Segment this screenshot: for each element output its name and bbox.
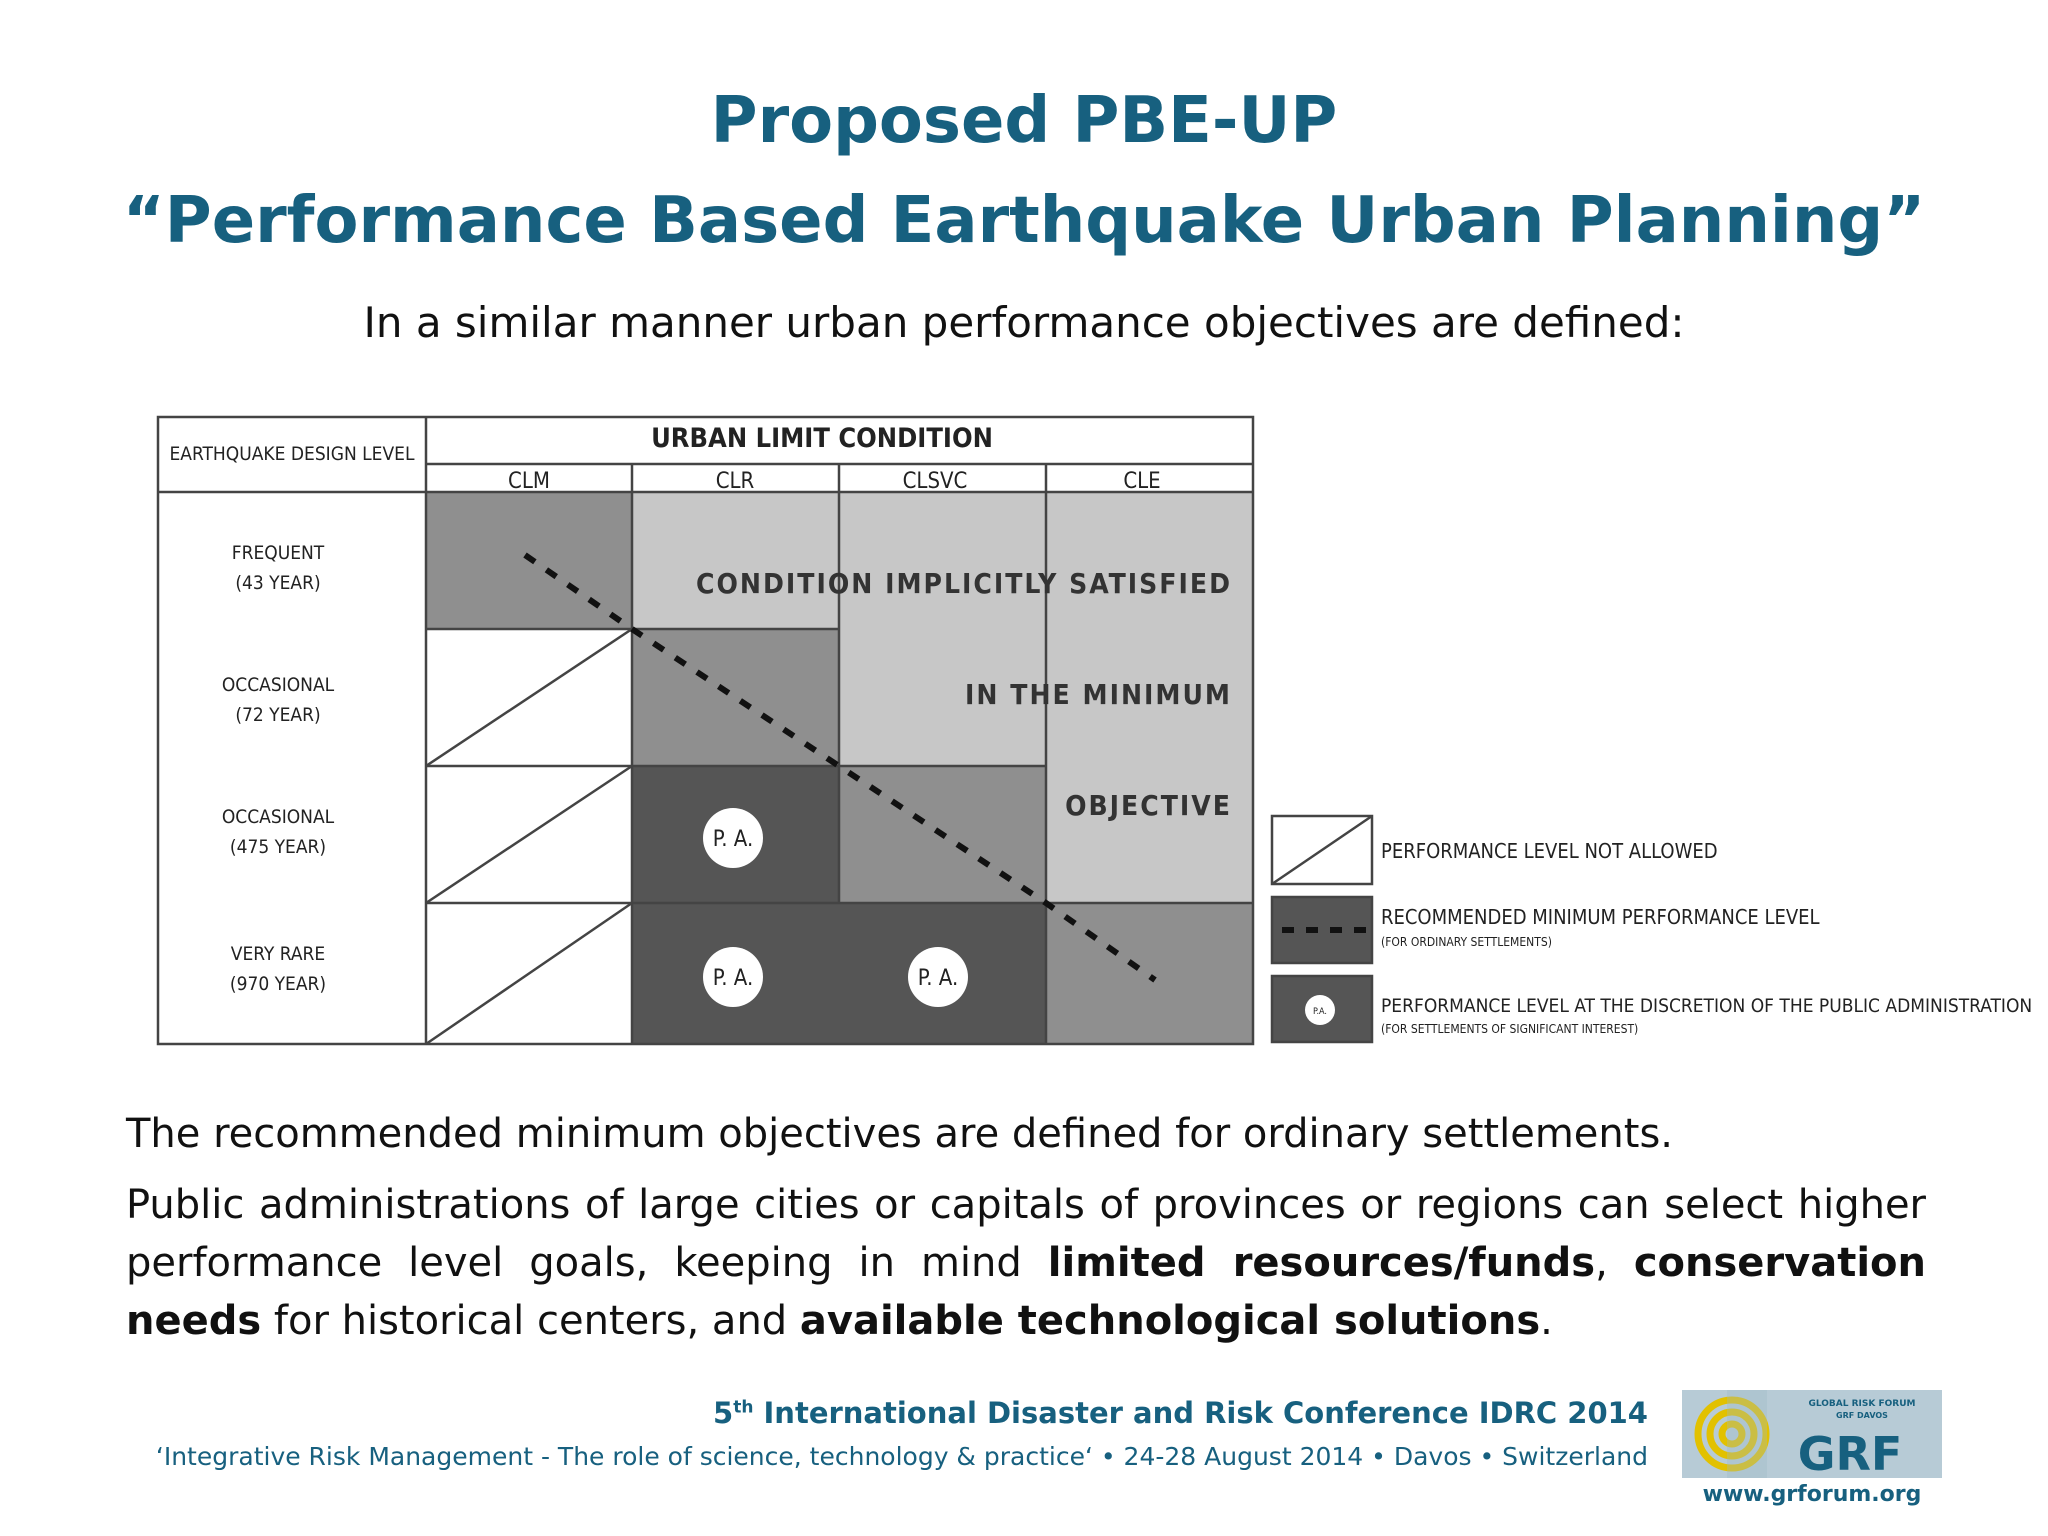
cell-r4-clr-clsvc [632, 903, 1046, 1044]
body-paragraph-1: The recommended minimum objectives are defined for ordinary settlements. [126, 1111, 1673, 1157]
pa-label: P. A. [712, 966, 754, 991]
legend-discretion-note: (FOR SETTLEMENTS OF SIGNIFICANT INTEREST) [1381, 1022, 1639, 1036]
body-paragraph-2 [126, 1176, 1926, 1350]
logo-line1: GLOBAL RISK FORUM [1808, 1399, 1916, 1409]
legend-discretion-label: PERFORMANCE LEVEL AT THE DISCRETION OF THE PUBLIC ADMINISTRATION [1381, 995, 2033, 1017]
slide-title-line1: Proposed PBE-UP [710, 84, 1338, 158]
overlay-condition-satisfied: CONDITION IMPLICITLY SATISFIED [696, 567, 1232, 600]
emphasis-limited-resources: limited resources/funds [1047, 1240, 1596, 1286]
body-text-run: . [1540, 1298, 1553, 1344]
overlay-objective: OBJECTIVE [1065, 789, 1232, 822]
pa-marker [908, 947, 968, 1007]
row-label-period: (475 YEAR) [229, 836, 327, 858]
cell-r1-clr-cle [632, 492, 1253, 629]
col-header-clm: CLM [508, 469, 550, 494]
grf-url-link[interactable]: www.grforum.org [1702, 1482, 1922, 1507]
col-header-cle: CLE [1123, 469, 1161, 494]
pa-marker [703, 808, 763, 868]
row-label-name: OCCASIONAL [221, 806, 335, 828]
legend [1272, 816, 2032, 1042]
footer-conference-title [713, 1396, 1648, 1430]
row-label-name: FREQUENT [231, 542, 325, 564]
pa-label: P. A. [712, 827, 754, 852]
logo-line2: GRF DAVOS [1836, 1411, 1888, 1420]
legend-not-allowed-label: PERFORMANCE LEVEL NOT ALLOWED [1381, 839, 1718, 863]
cell-r3-cle [1046, 766, 1253, 903]
row-label-name: VERY RARE [230, 943, 326, 965]
logo-text: GRF [1797, 1427, 1903, 1478]
legend-pa-small: P.A. [1312, 1007, 1328, 1017]
row-label-period: (43 YEAR) [235, 572, 321, 594]
corner-header: EARTHQUAKE DESIGN LEVEL [169, 443, 415, 465]
body-text-run: Public administrations of large cities or capitals of provinces or regions can select higher performance level goals, keeping in mind [126, 1182, 1926, 1286]
grf-logo-graphic [1682, 1390, 1942, 1478]
col-header-clr: CLR [715, 469, 755, 494]
body-text-run: for historical centers, and [261, 1298, 800, 1344]
group-header: URBAN LIMIT CONDITION [651, 423, 993, 454]
emphasis-technological-solutions: available technological solutions [799, 1298, 1541, 1344]
footer-tagline: ‘Integrative Risk Management - The role of science, technology & practice‘ • 24-28 August 2014 • Davos • Switzerland [155, 1442, 1648, 1471]
body-text-run: , [1595, 1240, 1634, 1286]
footer-conf-number: 5 [713, 1396, 734, 1430]
cell-r4-cle [1046, 903, 1253, 1044]
pa-label: P. A. [917, 966, 959, 991]
row-label-name: OCCASIONAL [221, 674, 335, 696]
grf-logo[interactable] [1682, 1390, 1942, 1478]
legend-recommended-note: (FOR ORDINARY SETTLEMENTS) [1381, 935, 1552, 949]
slide-title-line2: “Performance Based Earthquake Urban Planning” [122, 184, 1926, 258]
col-header-clsvc: CLSVC [902, 469, 968, 494]
slide-subtitle: In a similar manner urban performance objectives are defined: [363, 298, 1685, 347]
legend-recommended-label: RECOMMENDED MINIMUM PERFORMANCE LEVEL [1381, 905, 1820, 929]
emphasis-conservation-needs: conservation needs [126, 1240, 1927, 1344]
pa-marker [703, 947, 763, 1007]
footer-conf-name: International Disaster and Risk Conference IDRC 2014 [753, 1396, 1648, 1430]
footer-conf-suffix: th [733, 1397, 754, 1418]
row-label-period: (72 YEAR) [235, 704, 321, 726]
row-label-period: (970 YEAR) [229, 973, 327, 995]
overlay-in-the-minimum: IN THE MINIMUM [965, 678, 1232, 711]
